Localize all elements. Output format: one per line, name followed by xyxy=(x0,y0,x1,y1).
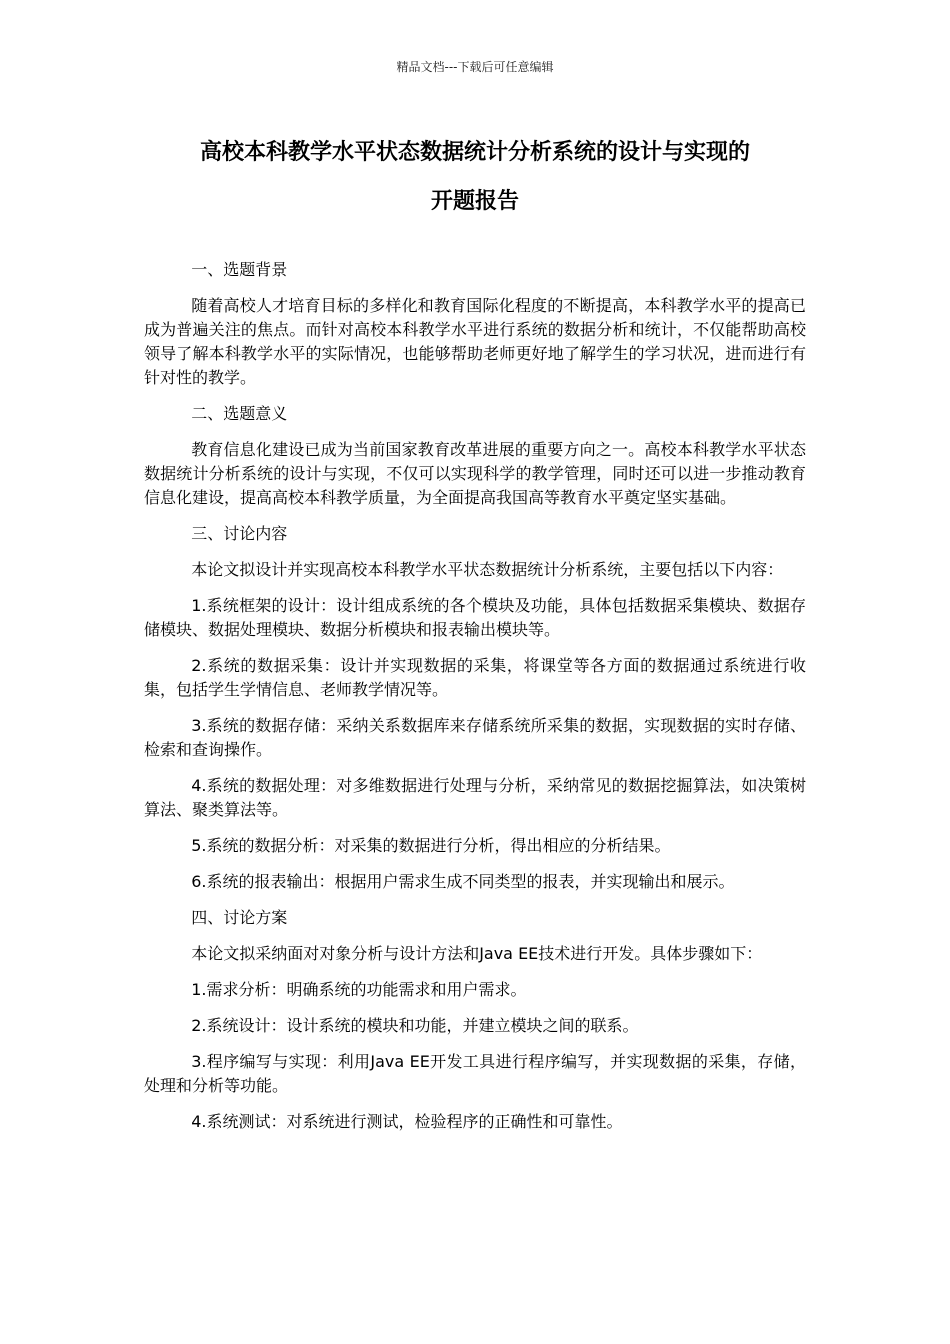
document-title-line2: 开题报告 xyxy=(430,189,519,214)
paragraph-background: 随着高校人才培育目标的多样化和教育国际化程度的不断提高，本科教学水平的提高已成为普遍关注的焦点。而针对高校本科教学水平进行系统的数据分析和统计，不仅能帮助高校领导了解本科教学水平的实际情况，也能够帮助老师更好地了解学生的学习状况，进而进行有针对性的教学。 xyxy=(144,296,806,387)
list-item: 1.系统框架的设计：设计组成系统的各个模块及功能，具体包括数据采集模块、数据存储模块、数据处理模块、数据分析模块和报表输出模块等。 xyxy=(144,596,806,639)
list-item: 3.系统的数据存储：采纳关系数据库来存储系统所采集的数据，实现数据的实时存储、检索和查询操作。 xyxy=(144,716,806,759)
list-item: 6.系统的报表输出：根据用户需求生成不同类型的报表，并实现输出和展示。 xyxy=(191,872,735,891)
list-item: 4.系统的数据处理：对多维数据进行处理与分析，采纳常见的数据挖掘算法，如决策树算法、聚类算法等。 xyxy=(144,776,806,819)
document-title-line1: 高校本科教学水平状态数据统计分析系统的设计与实现的 xyxy=(199,140,750,165)
list-item: 4.系统测试：对系统进行测试，检验程序的正确性和可靠性。 xyxy=(191,1112,623,1131)
paragraph-significance: 教育信息化建设已成为当前国家教育改革进展的重要方向之一。高校本科教学水平状态数据统计分析系统的设计与实现，不仅可以实现科学的教学管理，同时还可以进一步推动教育信息化建设，提高高校本科教学质量，为全面提高我国高等教育水平奠定坚实基础。 xyxy=(144,440,806,507)
list-item: 3.程序编写与实现：利用Java EE开发工具进行程序编写，并实现数据的采集，存储，处理和分析等功能。 xyxy=(144,1052,806,1095)
paragraph-plan-intro: 本论文拟采纳面对对象分析与设计方法和Java EE技术进行开发。具体步骤如下： xyxy=(191,944,763,963)
list-item: 1.需求分析：明确系统的功能需求和用户需求。 xyxy=(191,980,527,999)
list-item: 2.系统设计：设计系统的模块和功能，并建立模块之间的联系。 xyxy=(191,1016,639,1035)
section-heading-significance: 二、选题意义 xyxy=(191,404,288,423)
section-heading-content: 三、讨论内容 xyxy=(191,524,288,543)
list-item: 5.系统的数据分析：对采集的数据进行分析，得出相应的分析结果。 xyxy=(191,836,671,855)
list-item: 2.系统的数据采集：设计并实现数据的采集，将课堂等各方面的数据通过系统进行收集，包括学生学情信息、老师教学情况等。 xyxy=(144,656,806,699)
document-body xyxy=(144,258,806,1146)
paragraph-content-intro: 本论文拟设计并实现高校本科教学水平状态数据统计分析系统，主要包括以下内容： xyxy=(191,560,784,579)
section-heading-plan: 四、讨论方案 xyxy=(191,908,288,927)
header-note: 精品文档---下载后可任意编辑 xyxy=(396,60,554,74)
section-heading-background: 一、选题背景 xyxy=(191,260,288,279)
